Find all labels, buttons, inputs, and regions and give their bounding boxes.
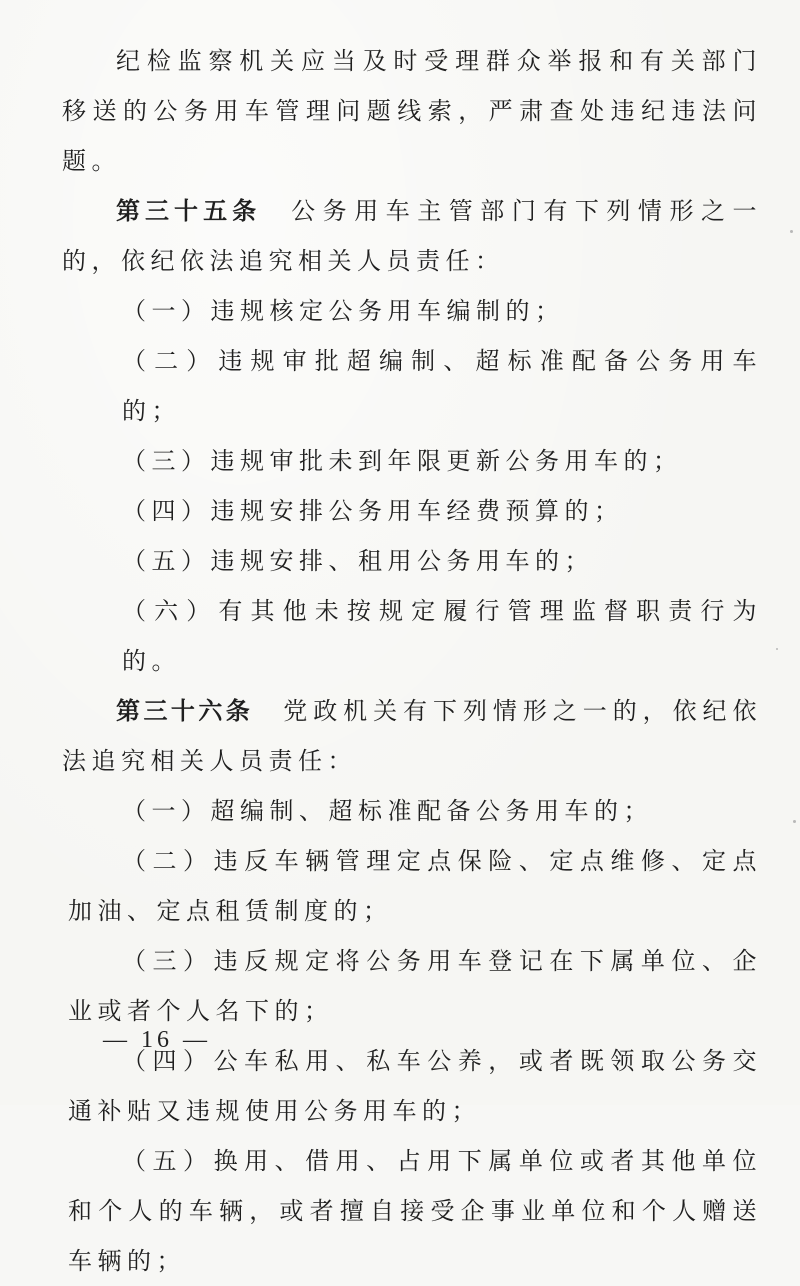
article-36-item: （一）超编制、超标准配备公务用车的； [122,797,653,825]
paragraph-supervision: 纪检监察机关应当及时受理群众举报和有关部门移送的公务用车管理问题线索，严肃查处违纪违法问题。 [62,47,762,175]
scan-speck [790,230,793,233]
article-35-title: 第三十五条 [116,197,262,225]
article-35-item: （四）违规安排公务用车经费预算的； [122,497,624,525]
article-36-item: （四）公车私用、私车公养，或者既领取公务交通补贴又违规使用公务用车的； [68,1047,762,1125]
article-36-item: （二）违反车辆管理定点保险、定点维修、定点加油、定点租赁制度的； [68,847,762,925]
article-36-item: （五）换用、借用、占用下属单位或者其他单位和个人的车辆，或者擅自接受企事业单位和个人赠送车辆的； [68,1147,762,1275]
article-35-item: （二）违规审批超编制、超标准配备公务用车的； [122,347,762,425]
scan-speck [776,648,778,650]
article-36-text: 党政机关有下列情形之一的，依纪依法追究相关人员责任： [62,697,762,775]
page-number: — 16 — [103,1027,211,1053]
article-35-item: （三）违规审批未到年限更新公务用车的； [122,447,683,475]
scan-speck [793,820,796,823]
article-35-text: 公务用车主管部门有下列情形之一的，依纪依法追究相关人员责任： [62,197,763,275]
article-35-item: （六）有其他未按规定履行管理监督职责行为的。 [122,597,762,675]
document-body [62,36,762,1286]
article-35-item: （一）违规核定公务用车编制的； [122,297,565,325]
article-36-title: 第三十六条 [116,697,254,725]
article-35-paragraph [62,186,762,286]
article-36-paragraph [62,686,762,786]
article-36-item: （三）违反规定将公务用车登记在下属单位、企业或者个人名下的； [68,947,762,1025]
article-35-item: （五）违规安排、租用公务用车的； [122,547,594,575]
